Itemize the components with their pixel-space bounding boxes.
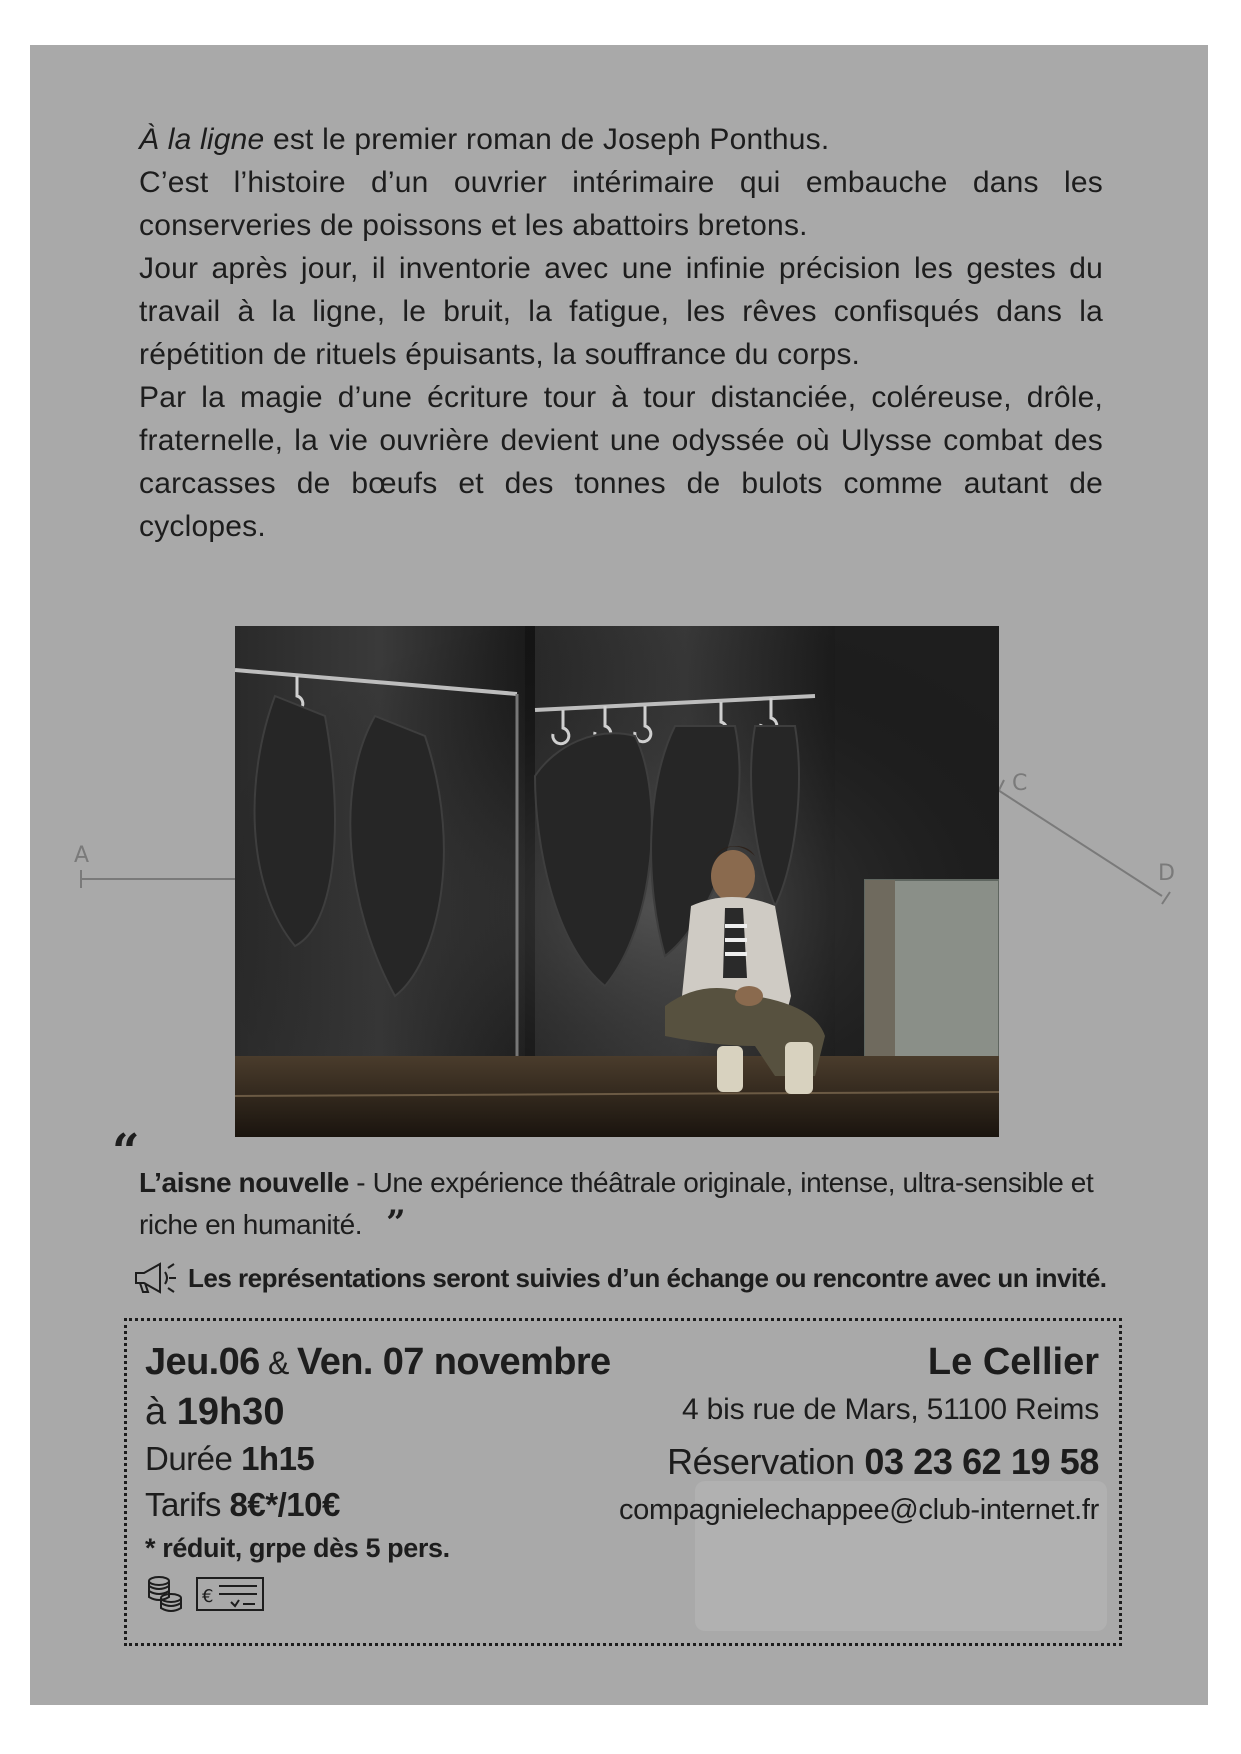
quote-close-mark: ” bbox=[386, 1203, 406, 1243]
reservation-phone[interactable]: 03 23 62 19 58 bbox=[864, 1441, 1099, 1482]
event-time-prefix: à bbox=[145, 1391, 177, 1433]
cheque-icon bbox=[195, 1574, 265, 1614]
contact-email[interactable]: compagnielechappee@club-internet.fr bbox=[618, 1494, 1099, 1526]
price-value: 8€*/10€ bbox=[229, 1486, 340, 1523]
quote-source: L’aisne nouvelle bbox=[139, 1167, 349, 1198]
diagram-label-c: C bbox=[1012, 771, 1028, 796]
price-note: * réduit, grpe dès 5 pers. bbox=[145, 1533, 450, 1563]
stage-photo-illustration bbox=[235, 626, 999, 1137]
intro-text bbox=[139, 118, 1103, 548]
quote-open-mark: “ bbox=[112, 1124, 140, 1180]
intro-paragraph-3: Jour après jour, il inventorie avec une infinie précision les gestes du travail à la ligne, le bruit, la fatigue, les rêves confisqués dans la répétition de rituels épuisants, la souffrance du corps. bbox=[139, 252, 1103, 371]
reservation-line bbox=[539, 1433, 1099, 1491]
megaphone-icon bbox=[130, 1258, 178, 1298]
quote-text: Une expérience théâtrale originale, intense, ultra-sensible et riche en humanité. bbox=[139, 1167, 1094, 1240]
coins-icon bbox=[145, 1574, 185, 1614]
svg-text:€: € bbox=[202, 1586, 214, 1607]
reservation-label: Réservation bbox=[667, 1441, 865, 1482]
price-label: Tarifs bbox=[145, 1486, 230, 1523]
diagram-label-a: A bbox=[74, 843, 90, 868]
venue-address: 4 bis rue de Mars, 51100 Reims bbox=[682, 1393, 1099, 1426]
payment-icons bbox=[145, 1574, 705, 1614]
quote-dash: - bbox=[348, 1167, 373, 1198]
venue-name: Le Cellier bbox=[927, 1341, 1099, 1383]
event-amp: & bbox=[259, 1345, 298, 1381]
book-title: À la ligne bbox=[139, 123, 265, 156]
intro-paragraph-1 bbox=[139, 118, 1103, 161]
intro-paragraph-2: C’est l’histoire d’un ouvrier intérimaire qui embauche dans les conserveries de poissons et les abattoirs bretons. bbox=[139, 166, 1103, 242]
duration-value: 1h15 bbox=[241, 1440, 315, 1477]
intro-paragraph-4: Par la magie d’une écriture tour à tour distanciée, coléreuse, drôle, fraternelle, la vie ouvrière devient une odyssée où Ulysse combat des carcasses de bœufs et des tonnes de bulots comme autant de cyclopes. bbox=[139, 381, 1103, 543]
notice-text: Les représentations seront suivies d’un échange ou rencontre avec un invité. bbox=[188, 1262, 1107, 1293]
diagram-label-d: D bbox=[1158, 861, 1175, 886]
event-day2: Ven. 07 novembre bbox=[297, 1341, 611, 1383]
event-time-value: 19h30 bbox=[176, 1391, 285, 1433]
venue-details bbox=[539, 1337, 1099, 1529]
duration-label: Durée bbox=[145, 1440, 242, 1477]
post-show-notice bbox=[130, 1258, 1107, 1298]
stage-photo bbox=[235, 626, 999, 1137]
press-quote bbox=[139, 1163, 1099, 1245]
intro-line1: est le premier roman de Joseph Ponthus. bbox=[264, 123, 830, 156]
event-info-box bbox=[124, 1318, 1122, 1646]
event-day1: Jeu.06 bbox=[145, 1341, 260, 1383]
